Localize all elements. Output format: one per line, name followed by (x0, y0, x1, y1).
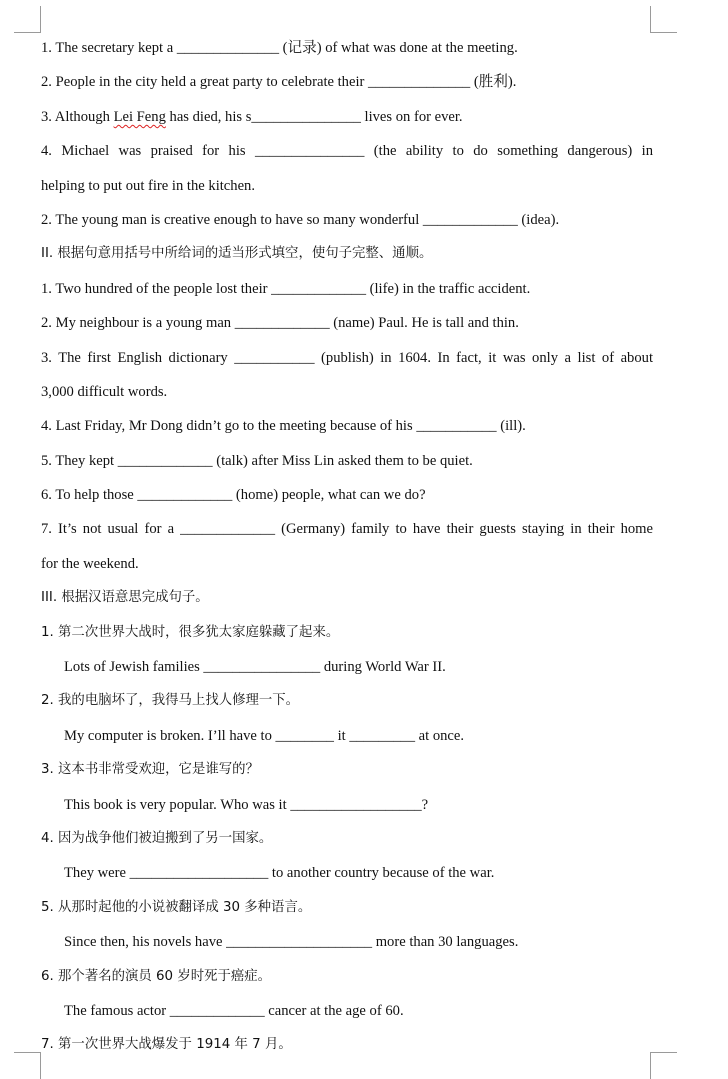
page-corner-mark-top-right (650, 6, 677, 33)
line-text: They were ___________________ to another country because of the war. (64, 865, 495, 882)
line-text: 3. The first English dictionary ___________ (publish) in 1604. In fact, it was only a list of about (41, 349, 653, 366)
exercise-line (41, 655, 653, 689)
exercise-line (41, 517, 653, 551)
exercise-line (41, 724, 653, 758)
line-text: 5. They kept _____________ (talk) after Miss Lin asked them to be quiet. (41, 452, 473, 469)
line-text: 7. It’s not usual for a _____________ (Germany) family to have their guests staying in their home (41, 521, 653, 538)
line-text: Lots of Jewish families ________________ during World War II. (64, 659, 446, 676)
line-text: 2. 我的电脑坏了，我得马上找人修理一下。 (41, 693, 300, 709)
line-text: 4. Michael was praised for his _______________ (the ability to do something dangerous) in (41, 143, 653, 160)
line-text: 3. Although (41, 108, 114, 125)
line-text: 1. 第二次世界大战时，很多犹太家庭躲藏了起来。 (41, 624, 340, 640)
exercise-line (41, 483, 653, 517)
exercise-line (41, 70, 653, 104)
exercise-line (41, 449, 653, 483)
exercise-line (41, 174, 653, 208)
exercise-line (41, 139, 653, 173)
line-text: for the weekend. (41, 555, 139, 572)
document-body (41, 36, 653, 1068)
line-text: 2. The young man is creative enough to have so many wonderful _____________ (idea). (41, 211, 560, 228)
line-text: 4. 因为战争他们被迫搬到了另一国家。 (41, 830, 273, 846)
exercise-line (41, 105, 653, 139)
line-text: helping to put out fire in the kitchen. (41, 177, 255, 194)
line-text: Since then, his novels have ____________________ more than 30 languages. (64, 934, 519, 951)
section-instruction-line (41, 827, 653, 861)
exercise-line (41, 552, 653, 586)
exercise-line (41, 277, 653, 311)
line-text: 6. 那个著名的演员 60 岁时死于癌症。 (41, 968, 272, 984)
section-instruction-line (41, 689, 653, 723)
spellcheck-underlined-word: Lei Feng (113, 108, 166, 125)
line-text: II. 根据句意用括号中所给词的适当形式填空，使句子完整、通顺。 (41, 246, 433, 262)
exercise-line (41, 793, 653, 827)
line-text: The famous actor _____________ cancer at the age of 60. (64, 1002, 404, 1019)
section-instruction-line (41, 896, 653, 930)
line-text: 5. 从那时起他的小说被翻译成 30 多种语言。 (41, 899, 312, 915)
exercise-line (41, 930, 653, 964)
line-text: 3,000 difficult words. (41, 383, 168, 400)
exercise-line (41, 208, 653, 242)
line-text: 2. My neighbour is a young man _____________ (name) Paul. He is tall and thin. (41, 315, 519, 332)
exercise-line (41, 861, 653, 895)
line-text: 2. People in the city held a great party to celebrate their ______________ (胜利). (41, 74, 517, 91)
exercise-line (41, 311, 653, 345)
line-text: 1. Two hundred of the people lost their _____________ (life) in the traffic accident. (41, 280, 531, 297)
line-text: 7. 第一次世界大战爆发于 1914 年 7 月。 (41, 1037, 292, 1053)
line-text: 4. Last Friday, Mr Dong didn’t go to the meeting because of his ___________ (ill). (41, 418, 526, 435)
line-text: My computer is broken. I’ll have to ________ it _________ at once. (64, 727, 465, 744)
section-instruction-line (41, 242, 653, 276)
section-instruction-line (41, 586, 653, 620)
line-text: 1. The secretary kept a ______________ (记录) of what was done at the meeting. (41, 40, 518, 56)
page-corner-mark-top-left (14, 6, 41, 33)
section-instruction-line (41, 758, 653, 792)
section-instruction-line (41, 965, 653, 999)
exercise-line (41, 380, 653, 414)
line-text: has died, his s_______________ lives on for ever. (165, 108, 463, 125)
exercise-line (41, 36, 653, 70)
line-text: 3. 这本书非常受欢迎，它是谁写的？ (41, 762, 259, 778)
exercise-line (41, 414, 653, 448)
exercise-line (41, 999, 653, 1033)
line-text: 6. To help those _____________ (home) people, what can we do? (41, 487, 426, 504)
line-text: This book is very popular. Who was it __________________? (64, 796, 429, 813)
exercise-line (41, 346, 653, 380)
section-instruction-line (41, 621, 653, 655)
section-instruction-line (41, 1033, 653, 1067)
line-text: III. 根据汉语意思完成句子。 (41, 590, 209, 606)
